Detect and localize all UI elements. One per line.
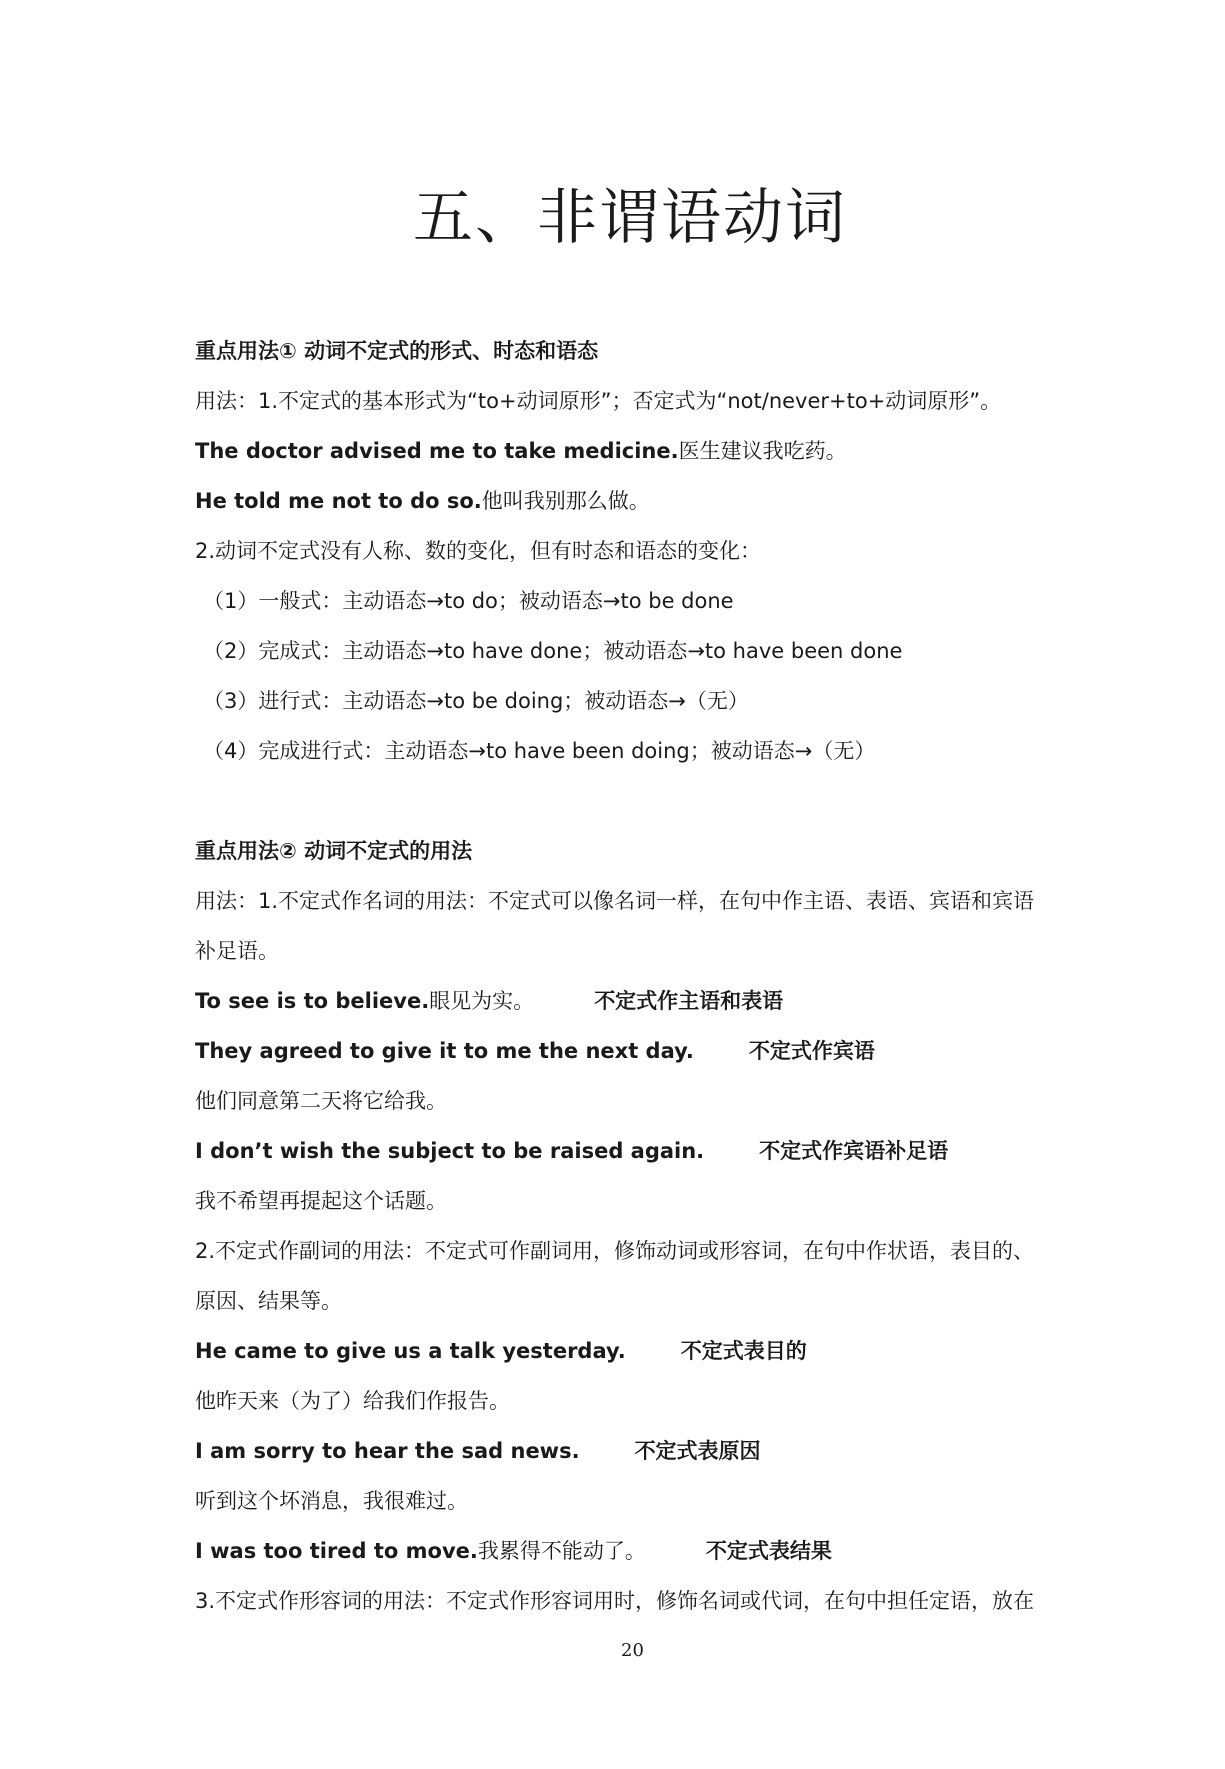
section2-example-3 [195,1126,1075,1176]
example-note: 不定式表目的 [680,1339,807,1363]
form-item: （1）一般式：主动语态→to do；被动语态→to be done [203,589,734,613]
section2-example-3-translation: 我不希望再提起这个话题。 [195,1189,447,1213]
section2-usage-1-cont: 补足语。 [195,939,279,963]
example-english: To see is to believe. [195,989,430,1013]
section1-point-2: 2.动词不定式没有人称、数的变化，但有时态和语态的变化： [195,539,762,563]
form-item: （4）完成进行式：主动语态→to have been doing；被动语态→（无） [203,739,876,763]
section2-usage-1: 用法：1.不定式作名词的用法：不定式可以像名词一样，在句中作主语、表语、宾语和宾语 [195,889,1035,913]
example-translation: 他叫我别那么做。 [481,489,650,513]
section2-usage-2: 2.不定式作副词的用法：不定式可作副词用，修饰动词或形容词，在句中作状语，表目的、 [195,1239,1035,1263]
example-note: 不定式作宾语补足语 [759,1139,949,1163]
section2-example-4 [195,1326,1075,1376]
section2-usage-3: 3.不定式作形容词的用法：不定式作形容词用时，修饰名词或代词，在句中担任定语，放在 [195,1589,1035,1613]
example-note: 不定式作主语和表语 [594,989,784,1013]
document-body [195,326,1075,1626]
example-english: They agreed to give it to me the next day. [195,1039,694,1063]
section2-example-5-translation: 听到这个坏消息，我很难过。 [195,1489,468,1513]
example-english: He told me not to do so. [195,489,482,513]
example-english: He came to give us a talk yesterday. [195,1339,626,1363]
page-title: 五、非谓语动词 [413,183,847,253]
example-translation: 我累得不能动了。 [477,1539,646,1563]
section-gap [195,776,1075,826]
section2-usage-2-cont: 原因、结果等。 [195,1289,342,1313]
example-note: 不定式表原因 [634,1439,761,1463]
example-note: 不定式表结果 [705,1539,832,1563]
section2-heading: 重点用法② 动词不定式的用法 [195,839,473,863]
example-translation: 医生建议我吃药。 [678,439,847,463]
section2-example-1 [195,976,1075,1026]
example-english: I am sorry to hear the sad news. [195,1439,580,1463]
section2-example-2 [195,1026,1075,1076]
section1-heading: 重点用法① 动词不定式的形式、时态和语态 [195,339,599,363]
section1-example-2 [195,476,1075,526]
section2-example-5 [195,1426,1075,1476]
section2-example-2-translation: 他们同意第二天将它给我。 [195,1089,447,1113]
section2-example-4-translation: 他昨天来（为了）给我们作报告。 [195,1389,510,1413]
form-item: （2）完成式：主动语态→to have done；被动语态→to have been done [203,639,903,663]
example-english: The doctor advised me to take medicine. [195,439,679,463]
example-translation: 眼见为实。 [429,989,535,1013]
section1-example-1 [195,426,1075,476]
example-note: 不定式作宾语 [748,1039,875,1063]
form-item: （3）进行式：主动语态→to be doing；被动语态→（无） [203,689,749,713]
section2-example-6 [195,1526,1075,1576]
example-english: I was too tired to move. [195,1539,478,1563]
section1-usage: 用法：1.不定式的基本形式为“to+动词原形”；否定式为“not/never+to+动词原形”。 [195,389,1002,413]
example-english: I don’t wish the subject to be raised again. [195,1139,705,1163]
page-number: 20 [621,1640,644,1661]
